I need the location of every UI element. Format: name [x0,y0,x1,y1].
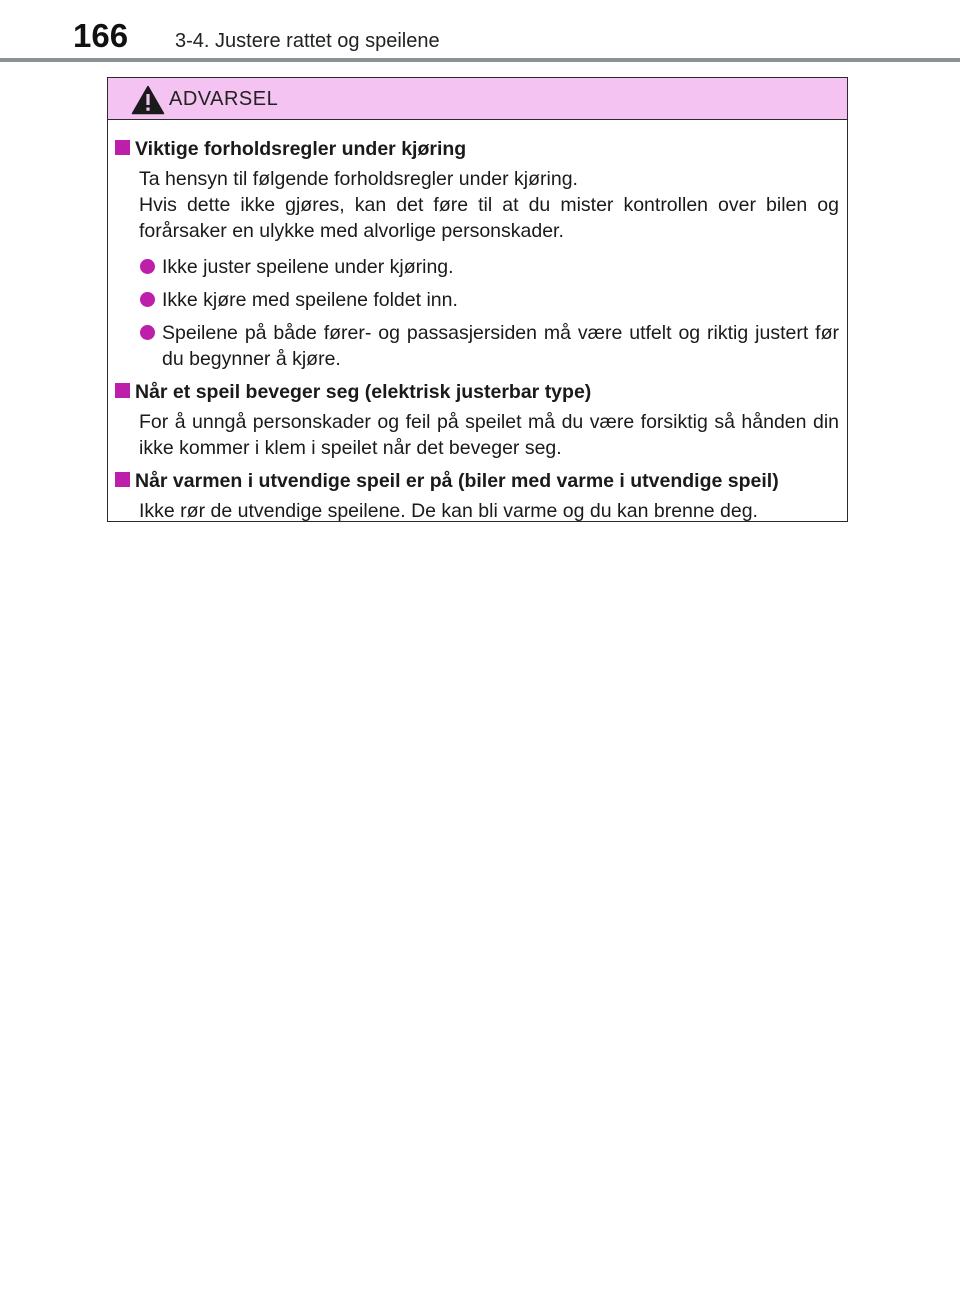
section-heading [115,136,839,162]
section-heading-text: Viktige forholdsregler under kjøring [135,138,467,160]
square-bullet-icon [115,140,130,155]
list-item [115,254,839,280]
warning-box [107,77,848,522]
warning-triangle-icon [131,85,165,115]
list-item [115,287,839,313]
section-heading-text: Når varmen i utvendige speil er på (biler med varme i utvendige speil) [135,470,779,492]
list-item-text: Ikke juster speilene under kjøring. [162,256,454,278]
page-number: 166 [73,17,129,54]
list-item-text: Speilene på både fører- og passasjersiden må være utfelt og riktig justert før du begynner å kjøre. [162,322,839,370]
section-title: 3-4. Justere rattet og speilene [175,30,440,52]
page-header [0,0,960,62]
circle-bullet-icon [140,259,155,274]
paragraph: Ta hensyn til følgende forholdsregler under kjøring. [139,168,578,190]
paragraph: Hvis dette ikke gjøres, kan det føre til at du mister kontrollen over bilen og forårsaker en ulykke med alvorlige personskader. [139,194,839,242]
list-item [115,320,839,372]
warning-header [108,78,847,120]
paragraph: For å unngå personskader og feil på speilet må du være forsiktig så hånden din ikke kommer i klem i speilet når det beveger seg. [139,411,839,459]
circle-bullet-icon [140,292,155,307]
paragraph: Ikke rør de utvendige speilene. De kan bli varme og du kan brenne deg. [139,500,758,522]
square-bullet-icon [115,383,130,398]
circle-bullet-icon [140,325,155,340]
list-item-text: Ikke kjøre med speilene foldet inn. [162,289,458,311]
warning-body [108,120,847,524]
section-heading [115,468,839,494]
square-bullet-icon [115,472,130,487]
section-heading [115,379,839,405]
warning-title: ADVARSEL [169,88,279,110]
section-heading-text: Når et speil beveger seg (elektrisk justerbar type) [135,381,592,403]
header-divider [0,58,960,62]
